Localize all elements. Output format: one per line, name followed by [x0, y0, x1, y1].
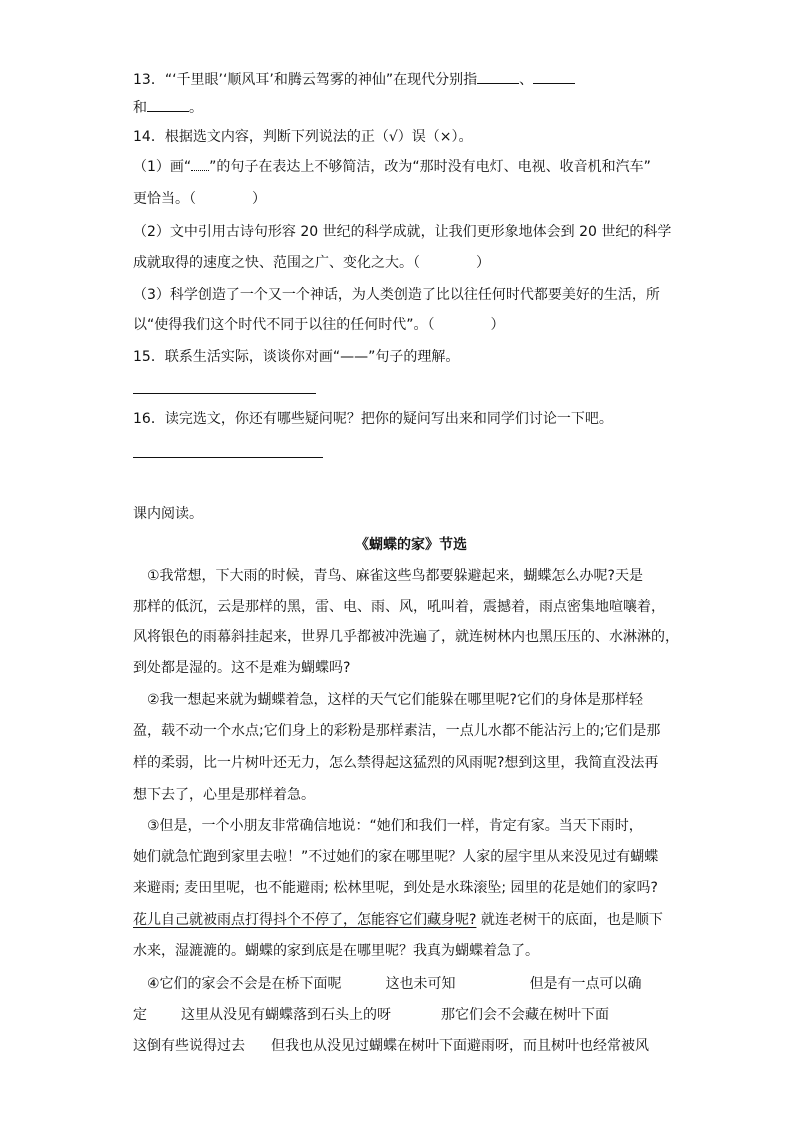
passage-title: 《蝴蝶的家》节选	[355, 537, 467, 553]
q14-i1-text: ”的句子在表达上不够简洁，改为“那时没有电灯、电视、收音机和汽车”	[209, 159, 651, 175]
wavy-line-mark	[191, 160, 209, 171]
p4-seg-5: 这里从没见有蝴蝶落到石头上的呀	[181, 1007, 391, 1023]
q14-i3-close: ）	[490, 317, 505, 333]
section-heading: 课内阅读。	[133, 506, 203, 522]
p4-seg-3: 但是有一点可以确	[529, 976, 642, 992]
q13-line1	[133, 69, 575, 90]
p3-line3: 来避雨; 麦田里呢，也不能避雨; 松林里呢，到处是水珠滚坠; 园里的花是她们的家吗?	[133, 880, 658, 896]
p3-line2: 她们就急忙跑到家里去啦！”不过她们的家在哪里呢？人家的屋宇里从来没见过有蝴蝶	[133, 849, 659, 865]
p3-line5: 水来，湿漉漉的。蝴蝶的家到底是在哪里呢？我真为蝴蝶着急了。	[133, 943, 539, 959]
p1-line1: ①我常想，下大雨的时候，青鸟、麻雀这些鸟都要躲避起来，蝴蝶怎么办呢?天是	[147, 568, 643, 584]
q16-stem: 16．读完选文，你还有哪些疑问呢？把你的疑问写出来和同学们讨论一下吧。	[133, 411, 613, 427]
q14-stem: 14．根据选文内容，判断下列说法的正（√）误（×）。	[133, 129, 473, 145]
q13-and: 和	[133, 100, 147, 116]
q14-item-2-line1: （2）文中引用古诗句形容 20 世纪的科学成就，让我们更形象地体会到 20 世纪的科学	[133, 224, 672, 240]
underlined-sentence: 花儿自己就被雨点打得抖个不停了，怎能容它们藏身呢?	[133, 912, 477, 928]
p2-line3: 样的柔弱，比一片树叶还无力，怎么禁得起这猛烈的风雨呢?想到这里，我简直没法再	[133, 755, 659, 771]
p4-line3	[133, 1036, 649, 1056]
p3-line4	[133, 910, 663, 930]
q13-line2	[133, 97, 203, 118]
q13-separator: 、	[519, 72, 534, 88]
p4-line1	[147, 974, 642, 994]
q14-item-3-line1: （3）科学创造了一个又一个神话，为人类创造了比以往任何时代都要美好的生活，所	[133, 287, 660, 303]
p4-seg-8: 但我也从没见过蝴蝶在树叶下面避雨呀，而且树叶也经常被风	[271, 1038, 649, 1054]
q13-stem: 13．“‘千里眼’‘顺风耳’和腾云驾雾的神仙”在现代分别指	[133, 72, 478, 88]
q14-item-3-line2	[133, 315, 505, 335]
q14-i1-tail: 更恰当。（	[133, 191, 196, 207]
p4-seg-7: 这倒有些说得过去	[133, 1038, 245, 1054]
p1-line4: 到处都是湿的。这不是难为蝴蝶吗?	[133, 660, 351, 676]
q14-i1-prefix: （1）画“	[133, 159, 192, 175]
q14-item-1-line1	[133, 157, 651, 177]
q14-item-2-line2	[133, 253, 490, 273]
p4-seg-4: 定	[133, 1007, 147, 1023]
q13-blank-1[interactable]	[477, 69, 519, 84]
p1-line3: 风将银色的雨幕斜挂起来，世界几乎都被冲洗遍了，就连树林内也黑压压的、水淋淋的，	[133, 629, 679, 645]
p4-line2	[133, 1005, 609, 1025]
q13-blank-3[interactable]	[147, 97, 189, 112]
p2-line4: 想下去了，心里是那样着急。	[133, 787, 315, 803]
q14-i1-close: ）	[252, 191, 266, 207]
p3-line4-rest: 就连老树干的底面，也是顺下	[476, 912, 663, 928]
p1-line2: 那样的低沉，云是那样的黑，雷、电、雨、风，吼叫着，震撼着，雨点密集地喧嚷着，	[133, 599, 665, 615]
p3-line1: ③但是，一个小朋友非常确信地说：“她们和我们一样，肯定有家。当天下雨时，	[147, 818, 643, 834]
q14-i3-tail: 以“使得我们这个时代不同于以往的任何时代”。（	[133, 317, 435, 333]
q15-answer-line[interactable]	[133, 393, 316, 394]
q14-i2-close: ）	[476, 255, 490, 271]
q15-stem: 15．联系生活实际，谈谈你对画“——”句子的理解。	[133, 349, 460, 365]
q14-i2-tail: 成就取得的速度之快、范围之广、变化之大。（	[133, 255, 420, 271]
p4-seg-1: ④它们的家会不会是在桥下面呢	[147, 976, 342, 992]
q14-item-1-line2	[133, 189, 266, 209]
p2-line1: ②我一想起来就为蝴蝶着急，这样的天气它们能躲在哪里呢?它们的身体是那样轻	[147, 692, 643, 708]
p4-seg-2: 这也未可知	[385, 976, 456, 992]
p4-seg-6: 那它们会不会藏在树叶下面	[441, 1007, 609, 1023]
p2-line2: 盈，载不动一个水点;它们身上的彩粉是那样素洁，一点儿水都不能沾污上的;它们是那	[133, 723, 661, 739]
q13-blank-2[interactable]	[533, 69, 575, 84]
q16-answer-line[interactable]	[133, 457, 323, 458]
q13-period: 。	[189, 100, 203, 116]
